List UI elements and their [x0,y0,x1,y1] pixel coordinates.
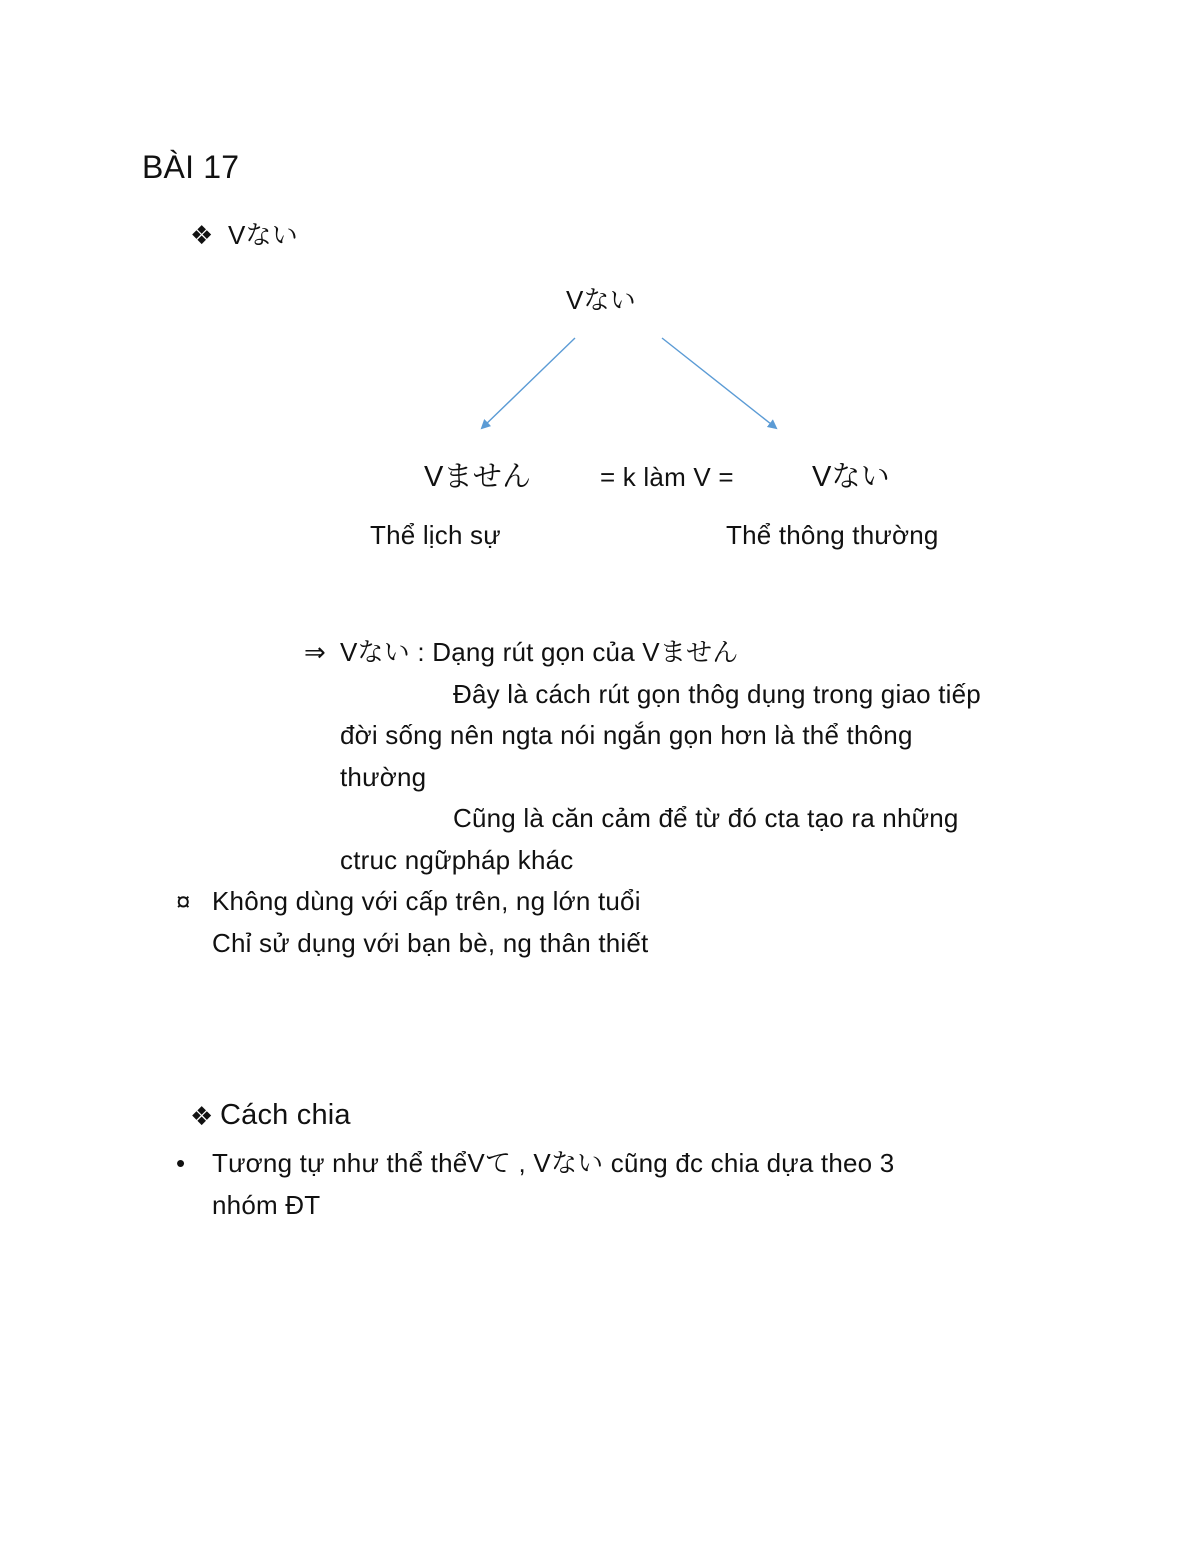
explanation-line-1: Vない : Dạng rút gọn của Vません [340,637,739,667]
diagram-left-caption: Thể lịch sự [370,520,501,550]
note-line-2: Chỉ sử dụng với bạn bè, ng thân thiết [212,928,649,958]
diagram-right-form: Vない [812,461,890,493]
explanation-line-2: Đây là cách rút gọn thôg dụng trong giao tiếp [453,679,981,709]
diagram-right-caption: Thể thông thường [726,520,939,550]
section2-item-line-1: Tương tự như thể thểVて , Vない cũng đc chia dựa theo 3 [212,1148,895,1178]
section2-item-bullet-icon: • [176,1148,186,1178]
diagram-equals-text: = k làm V = [600,462,734,492]
explanation-line-4: thường [340,762,427,792]
diagram-top-label: Vない [566,285,636,315]
explanation-line-5: Cũng là căn cảm để từ đó cta tạo ra những [453,803,959,833]
note-bullet-icon: ¤ [176,886,191,916]
explanation-line-3: đời sống nên ngta nói ngắn gọn hơn là thể thông [340,720,913,750]
section1-heading: Vない [228,220,298,250]
section1-bullet-icon: ❖ [190,220,214,250]
explanation-line-6: ctruc ngữpháp khác [340,845,574,875]
left-arrow [482,338,575,428]
right-arrow [662,338,776,428]
explanation-arrow-icon: ⇒ [304,637,326,667]
page-title: BÀI 17 [142,149,240,185]
note-line-1: Không dùng với cấp trên, ng lớn tuổi [212,886,641,916]
section2-heading: Cách chia [220,1099,351,1131]
section2-bullet-icon: ❖ [190,1101,214,1131]
section2-item-line-2: nhóm ĐT [212,1190,321,1220]
diagram-left-form: Vません [424,461,532,493]
